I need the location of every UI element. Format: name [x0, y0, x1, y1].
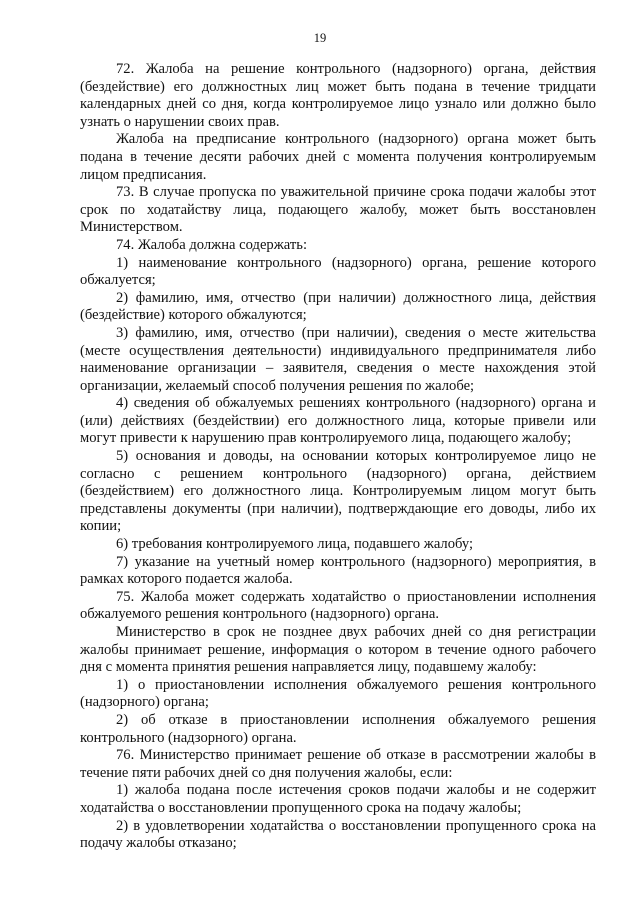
paragraph-75-item-1: 1) о приостановлении исполнения обжалуемого решения контрольного (надзорного) органа; [80, 676, 596, 711]
paragraph-73: 73. В случае пропуска по уважительной причине срока подачи жалобы этот срок по ходатайству лица, подающего жалобу, может быть восстановлен Министерством. [80, 184, 596, 236]
paragraph-76-item-1: 1) жалоба подана после истечения сроков подачи жалобы и не содержит ходатайства о восстановлении пропущенного срока на подачу жалобы; [80, 782, 596, 816]
paragraph-75-ministry: Министерство в срок не позднее двух рабочих дней со дня регистрации жалобы принимает решение, информация о котором в течение одного рабочего дня с момента принятия решения направляется лицу, подавшему жалобу: [80, 624, 596, 676]
paragraph-72-prescription: Жалоба на предписание контрольного (надзорного) органа может быть подана в течение десяти рабочих дней с момента получения контролируемым лицом предписания. [80, 131, 596, 183]
paragraph-76: 76. Министерство принимает решение об отказе в рассмотрении жалобы в течение пяти рабочих дней со дня получения жалобы, если: [80, 747, 596, 781]
paragraph-74-item-7: 7) указание на учетный номер контрольного (надзорного) мероприятия, в рамках которого подается жалоба. [80, 553, 596, 588]
paragraph-74-item-1: 1) наименование контрольного (надзорного) органа, решение которого обжалуется; [80, 254, 596, 289]
paragraph-72: 72. Жалоба на решение контрольного (надзорного) органа, действия (бездействие) его должностных лиц может быть подана в течение тридцати календарных дней со дня, когда контролируемое лицо узнало или должно было узнать о нарушении своих прав. [80, 61, 596, 130]
paragraph-74-item-3: 3) фамилию, имя, отчество (при наличии), сведения о месте жительства (месте осуществления деятельности) индивидуального предпринимателя либо наименование организации – заявителя, сведения о месте нахождения этой организации, желаемый способ получения решения по жалобе; [80, 324, 596, 394]
paragraph-75-item-2: 2) об отказе в приостановлении исполнения обжалуемого решения контрольного (надзорного) органа. [80, 711, 596, 746]
paragraph-74: 74. Жалоба должна содержать: [116, 236, 307, 253]
paragraph-74-item-6: 6) требования контролируемого лица, подавшего жалобу; [116, 536, 474, 553]
paragraph-75: 75. Жалоба может содержать ходатайство о приостановлении исполнения обжалуемого решения контрольного (надзорного) органа. [80, 588, 596, 623]
paragraph-74-item-5: 5) основания и доводы, на основании которых контролируемое лицо не согласно с решением контрольного (надзорного) органа, действием (бездействием) его должностного лица. Контролируемым лицом могут быть представлены документы (при наличии), подтверждающие его доводы, либо их копии; [80, 448, 596, 535]
paragraph-74-item-2: 2) фамилию, имя, отчество (при наличии) должностного лица, действия (бездействие) которого обжалуются; [80, 289, 596, 324]
document-body [80, 61, 596, 853]
paragraph-74-item-4: 4) сведения об обжалуемых решениях контрольного (надзорного) органа и (или) действиях (бездействии) его должностного лица, которые привели или могут привести к нарушению прав контролируемого лица, подающего жалобу; [80, 395, 596, 447]
paragraph-76-item-2: 2) в удовлетворении ходатайства о восстановлении пропущенного срока на подачу жалобы отказано; [80, 817, 596, 852]
page-number: 19 [313, 31, 327, 45]
